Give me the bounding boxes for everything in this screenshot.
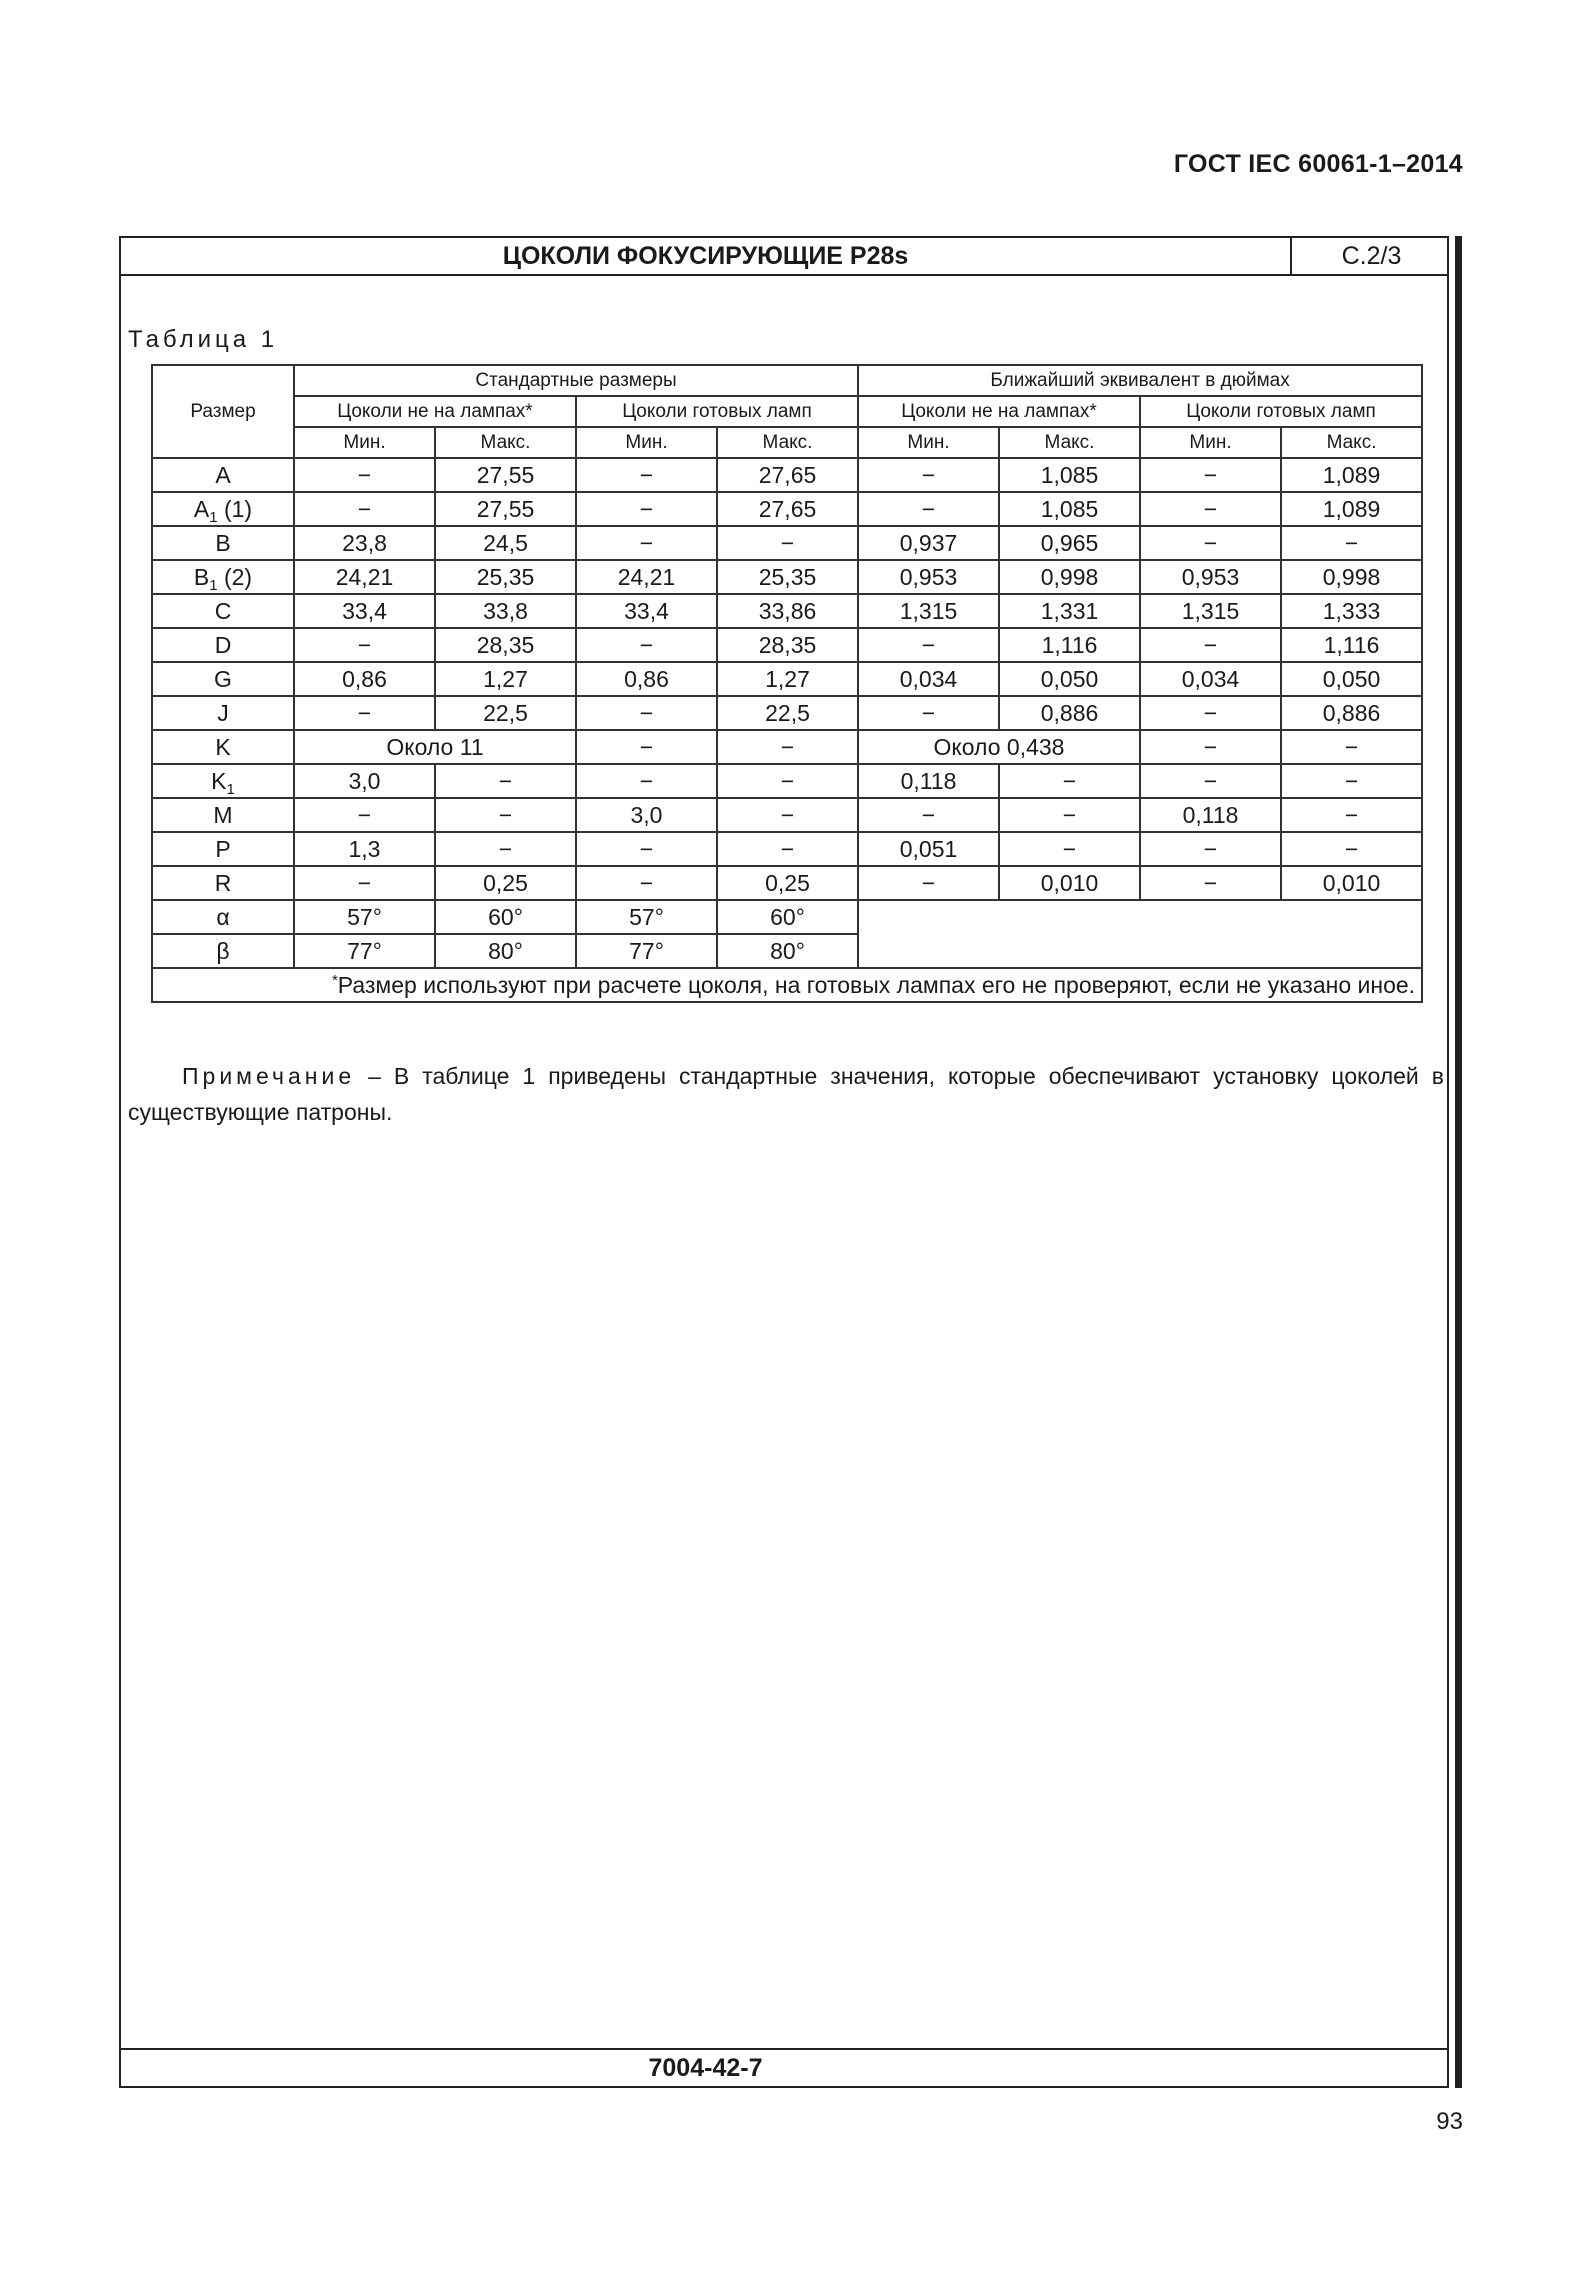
value-cell: −: [858, 492, 999, 526]
dimension-letter: B: [215, 530, 231, 556]
subgroup-header: Цоколи не на лампах*: [294, 396, 576, 427]
value-cell: 24,21: [294, 560, 435, 594]
dimension-subscript: 1: [209, 509, 218, 526]
value-cell: 27,65: [717, 458, 858, 492]
value-cell: −: [1140, 526, 1281, 560]
frame-thick-border: [1455, 236, 1462, 2088]
value-cell: 1,27: [435, 662, 576, 696]
min-header: Мин.: [858, 427, 999, 458]
value-cell: −: [717, 832, 858, 866]
dimension-label: [152, 900, 294, 934]
value-cell: −: [1140, 492, 1281, 526]
dimension-letter: A: [215, 462, 231, 488]
dimension-label: [152, 628, 294, 662]
note-paragraph: [128, 1058, 1444, 1130]
value-cell: 0,886: [999, 696, 1140, 730]
value-cell: 0,034: [858, 662, 999, 696]
dimension-label: [152, 458, 294, 492]
table-row: [152, 492, 1422, 526]
table-row: [152, 560, 1422, 594]
value-cell: −: [576, 628, 717, 662]
value-cell: −: [717, 526, 858, 560]
value-cell: 25,35: [717, 560, 858, 594]
value-cell: 77°: [576, 934, 717, 968]
dimension-subscript: 1: [209, 577, 218, 594]
value-cell: −: [294, 492, 435, 526]
value-cell: 0,998: [1281, 560, 1422, 594]
table-row: [152, 832, 1422, 866]
dimension-subscript: 1: [226, 781, 235, 798]
value-cell: 0,965: [999, 526, 1140, 560]
value-cell: 27,55: [435, 492, 576, 526]
dimension-note-ref: (1): [217, 496, 253, 522]
subgroup-header: Цоколи готовых ламп: [576, 396, 858, 427]
value-cell: −: [435, 764, 576, 798]
drawing-code: 7004-42-7: [648, 2054, 763, 2082]
value-cell: −: [1140, 730, 1281, 764]
value-cell: 0,25: [435, 866, 576, 900]
value-cell: 0,010: [999, 866, 1140, 900]
value-cell: 24,5: [435, 526, 576, 560]
min-header: Мин.: [294, 427, 435, 458]
max-header: Макс.: [717, 427, 858, 458]
dimension-letter: J: [217, 700, 229, 726]
value-cell: 22,5: [717, 696, 858, 730]
dimension-label: [152, 594, 294, 628]
value-cell: −: [999, 798, 1140, 832]
value-cell: 33,8: [435, 594, 576, 628]
dimension-label: [152, 560, 294, 594]
value-cell: −: [717, 730, 858, 764]
group-inches-header: Ближайший эквивалент в дюймах: [858, 365, 1422, 396]
value-cell: −: [294, 696, 435, 730]
table-row: [152, 866, 1422, 900]
value-cell: 0,050: [999, 662, 1140, 696]
value-cell: −: [858, 866, 999, 900]
sheet-footer: [121, 2048, 1447, 2086]
value-cell: 57°: [576, 900, 717, 934]
dimension-letter: M: [213, 802, 233, 828]
table-row: [152, 458, 1422, 492]
min-header: Мин.: [576, 427, 717, 458]
value-cell: −: [1281, 798, 1422, 832]
subgroup-header: Цоколи готовых ламп: [1140, 396, 1422, 427]
header-row-groups: [152, 365, 1422, 396]
value-cell: 57°: [294, 900, 435, 934]
value-cell: −: [1140, 832, 1281, 866]
sheet-title: ЦОКОЛИ ФОКУСИРУЮЩИЕ P28s: [502, 242, 909, 270]
value-cell: 1,331: [999, 594, 1140, 628]
dimension-letter: K: [211, 768, 227, 794]
dimension-letter: C: [214, 598, 232, 624]
min-header: Мин.: [1140, 427, 1281, 458]
value-cell: −: [1140, 628, 1281, 662]
value-cell: 60°: [435, 900, 576, 934]
dimension-letter: A: [193, 496, 210, 522]
max-header: Макс.: [999, 427, 1140, 458]
value-cell: −: [576, 730, 717, 764]
value-cell: 0,953: [858, 560, 999, 594]
value-cell: −: [435, 832, 576, 866]
header-row-subgroups: [152, 396, 1422, 427]
value-cell: −: [858, 628, 999, 662]
value-cell: 25,35: [435, 560, 576, 594]
note-text: – В таблице 1 приведены стандартные значения, которые обеспечивают установку цоколей в существующие патроны.: [128, 1063, 1444, 1125]
value-cell: −: [576, 492, 717, 526]
value-cell: 0,051: [858, 832, 999, 866]
value-cell: 0,998: [999, 560, 1140, 594]
value-cell: 0,25: [717, 866, 858, 900]
value-cell: −: [294, 458, 435, 492]
value-cell: −: [1140, 764, 1281, 798]
value-cell: −: [717, 764, 858, 798]
table-row: [152, 594, 1422, 628]
max-header: Макс.: [1281, 427, 1422, 458]
table-row: [152, 696, 1422, 730]
dimension-label: [152, 866, 294, 900]
value-cell: 80°: [717, 934, 858, 968]
value-cell: 1,116: [1281, 628, 1422, 662]
value-cell: −: [717, 798, 858, 832]
footnote-mark: *: [331, 972, 338, 989]
page-number: 93: [1436, 2108, 1463, 2135]
value-cell: −: [576, 764, 717, 798]
value-cell: 27,55: [435, 458, 576, 492]
value-cell: 33,86: [717, 594, 858, 628]
value-cell: 60°: [717, 900, 858, 934]
value-cell: 1,089: [1281, 492, 1422, 526]
dimension-note-ref: (2): [217, 564, 253, 590]
value-cell: −: [858, 798, 999, 832]
dimension-label: [152, 832, 294, 866]
value-cell: 1,333: [1281, 594, 1422, 628]
value-cell: −: [858, 458, 999, 492]
table-caption: Таблица 1: [128, 326, 279, 353]
value-cell: −: [294, 628, 435, 662]
value-cell: −: [999, 832, 1140, 866]
sheet-frame: [119, 236, 1449, 2088]
dimension-letter: K: [215, 734, 231, 760]
dimension-letter: D: [214, 632, 232, 658]
value-cell: −: [294, 866, 435, 900]
value-cell: 0,953: [1140, 560, 1281, 594]
subgroup-header: Цоколи не на лампах*: [858, 396, 1140, 427]
dimensions-table: [151, 364, 1423, 1003]
value-cell: 0,118: [1140, 798, 1281, 832]
dimension-letter: α: [216, 904, 230, 930]
value-cell: −: [294, 798, 435, 832]
value-cell: 23,8: [294, 526, 435, 560]
header-row-minmax: [152, 427, 1422, 458]
value-cell: −: [576, 866, 717, 900]
dimension-letter: β: [216, 938, 230, 964]
value-cell: 0,86: [576, 662, 717, 696]
empty-cell: [858, 900, 1422, 968]
value-cell: −: [576, 458, 717, 492]
value-cell: −: [858, 696, 999, 730]
value-cell: 33,4: [576, 594, 717, 628]
value-cell: 22,5: [435, 696, 576, 730]
value-cell: 1,085: [999, 458, 1140, 492]
value-cell: 1,3: [294, 832, 435, 866]
value-cell: 27,65: [717, 492, 858, 526]
group-standard-header: Стандартные размеры: [294, 365, 858, 396]
value-cell: 1,27: [717, 662, 858, 696]
table-row: [152, 730, 1422, 764]
footnote-row: [152, 968, 1422, 1002]
value-cell: −: [576, 526, 717, 560]
dimension-letter: R: [214, 870, 232, 896]
value-cell: 28,35: [717, 628, 858, 662]
value-cell: 1,315: [1140, 594, 1281, 628]
value-cell: −: [435, 798, 576, 832]
value-cell: −: [576, 832, 717, 866]
dimension-letter: G: [214, 666, 232, 692]
table-row: [152, 662, 1422, 696]
value-cell: 1,089: [1281, 458, 1422, 492]
sheet-header: [121, 238, 1447, 276]
value-cell: 33,4: [294, 594, 435, 628]
value-cell: Около 11: [294, 730, 576, 764]
table-row: [152, 526, 1422, 560]
value-cell: −: [1281, 764, 1422, 798]
table-row: [152, 764, 1422, 798]
value-cell: 3,0: [294, 764, 435, 798]
value-cell: −: [1140, 458, 1281, 492]
dimension-label: [152, 764, 294, 798]
footnote-cell: [152, 968, 1422, 1002]
value-cell: 0,034: [1140, 662, 1281, 696]
dimension-letter: B: [193, 564, 210, 590]
value-cell: −: [576, 696, 717, 730]
value-cell: 0,86: [294, 662, 435, 696]
footnote-text: Размер используют при расчете цоколя, на готовых лампах его не проверяют, если не указано иное.: [337, 972, 1416, 998]
dimension-label: [152, 798, 294, 832]
value-cell: 1,315: [858, 594, 999, 628]
value-cell: 0,118: [858, 764, 999, 798]
value-cell: 80°: [435, 934, 576, 968]
note-label: Примечание: [182, 1063, 356, 1089]
dimension-letter: P: [215, 836, 231, 862]
dimension-label: [152, 730, 294, 764]
value-cell: 28,35: [435, 628, 576, 662]
dimension-label: [152, 934, 294, 968]
value-cell: −: [1281, 526, 1422, 560]
value-cell: 1,116: [999, 628, 1140, 662]
dimension-label: [152, 696, 294, 730]
table-row: [152, 628, 1422, 662]
value-cell: 0,937: [858, 526, 999, 560]
table-row: [152, 900, 1422, 934]
value-cell: 0,050: [1281, 662, 1422, 696]
value-cell: 0,010: [1281, 866, 1422, 900]
dimension-label: [152, 526, 294, 560]
value-cell: −: [1140, 696, 1281, 730]
value-cell: −: [1140, 866, 1281, 900]
max-header: Макс.: [435, 427, 576, 458]
value-cell: 3,0: [576, 798, 717, 832]
value-cell: Около 0,438: [858, 730, 1140, 764]
standard-number: ГОСТ IEC 60061-1–2014: [1173, 150, 1463, 178]
dimension-label: [152, 662, 294, 696]
value-cell: 1,085: [999, 492, 1140, 526]
value-cell: 0,886: [1281, 696, 1422, 730]
value-cell: −: [1281, 730, 1422, 764]
size-column-header: Размер: [152, 365, 294, 458]
value-cell: −: [999, 764, 1140, 798]
table-row: [152, 798, 1422, 832]
value-cell: 77°: [294, 934, 435, 968]
sheet-code: C.2/3: [1290, 238, 1451, 274]
dimension-label: [152, 492, 294, 526]
value-cell: −: [1281, 832, 1422, 866]
value-cell: 24,21: [576, 560, 717, 594]
